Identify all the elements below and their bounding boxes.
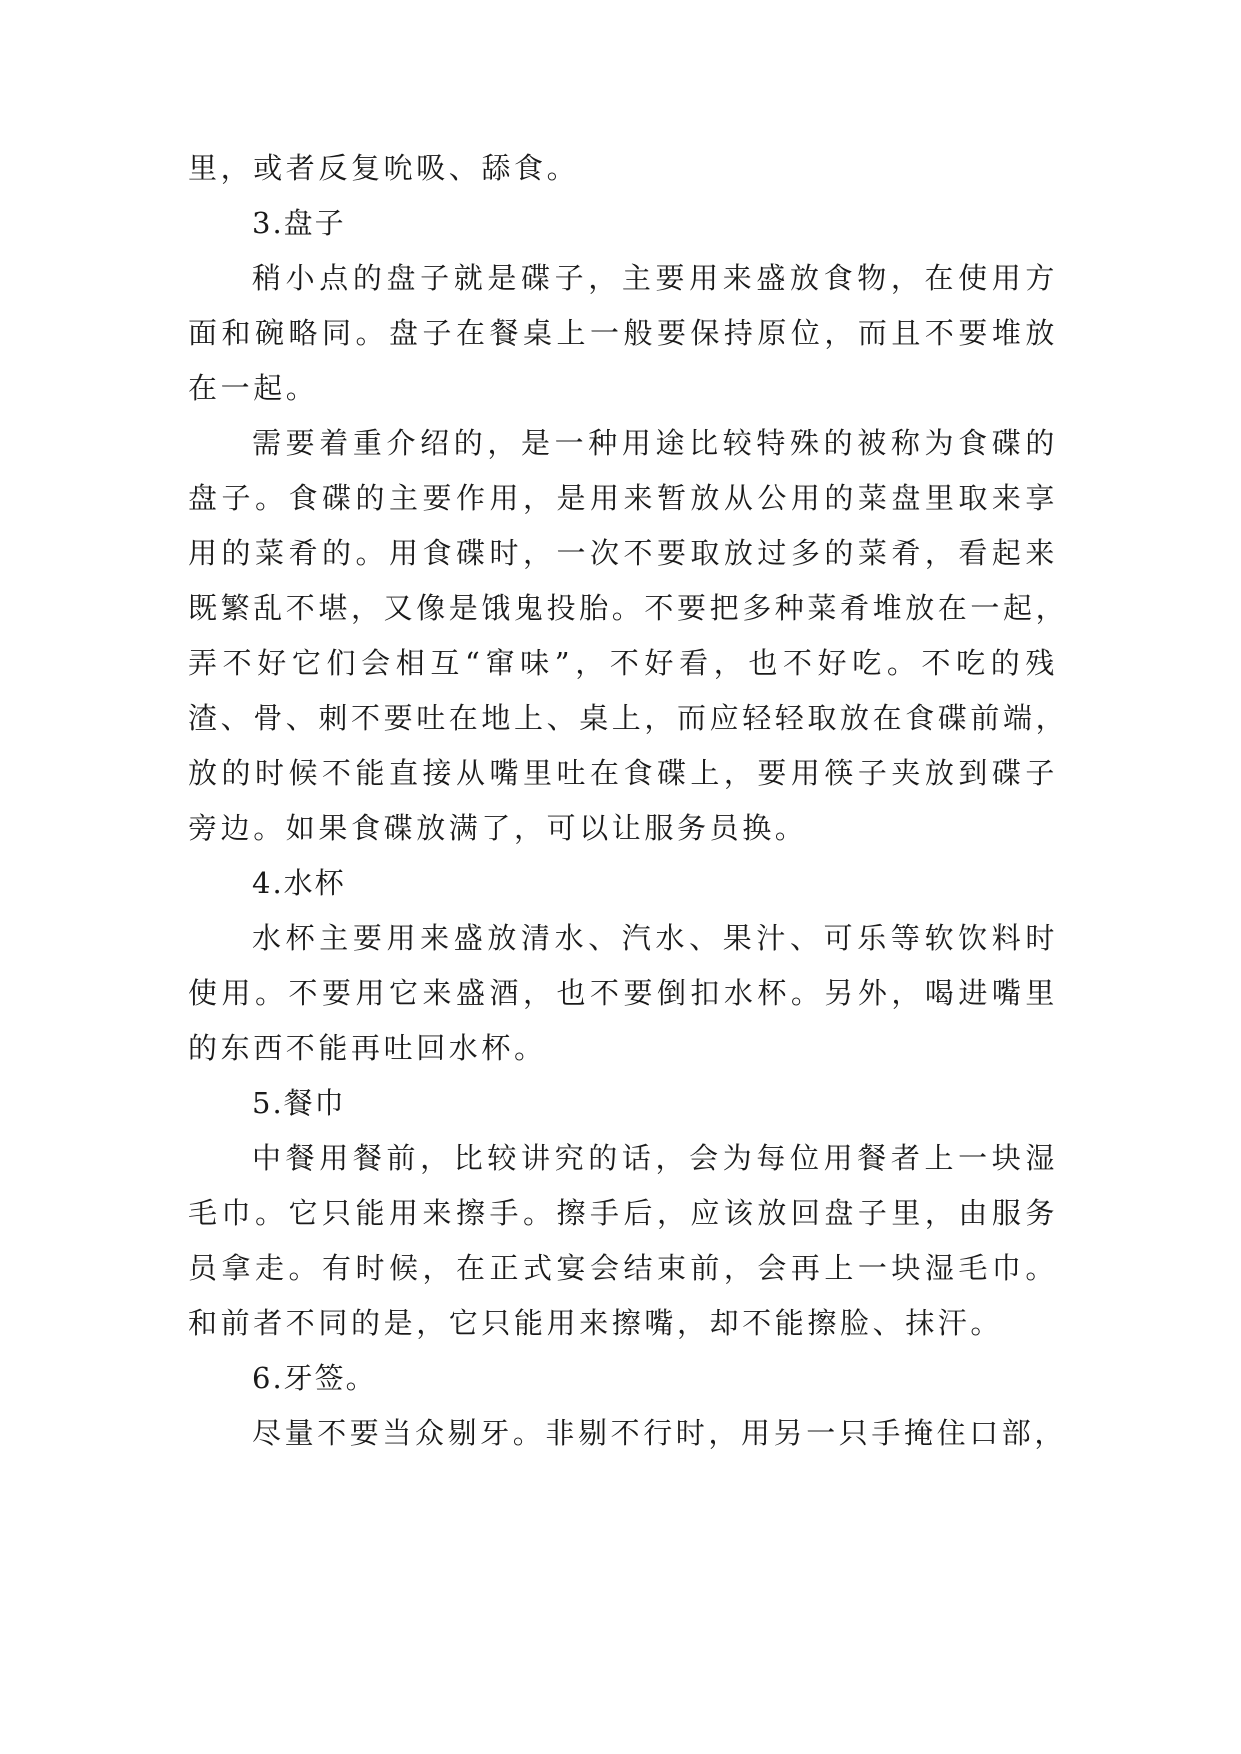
text-line: 尽量不要当众剔牙。非剔不行时，用另一只手掩住口部， <box>252 1416 1068 1450</box>
text-line: 既繁乱不堪，又像是饿鬼投胎。不要把多种菜肴堆放在一起， <box>188 591 1069 625</box>
section-heading-plate: 3.盘子 <box>252 206 346 240</box>
text-line: 旁边。如果食碟放满了，可以让服务员换。 <box>188 811 808 845</box>
text-line: 放的时候不能直接从嘴里吐在食碟上，要用筷子夹放到碟子 <box>188 756 1058 790</box>
text-line: 员拿走。有时候，在正式宴会结束前，会再上一块湿毛巾。 <box>188 1251 1058 1285</box>
text-line: 弄不好它们会相互“窜味”，不好看，也不好吃。不吃的残 <box>188 646 1058 680</box>
text-line: 毛巾。它只能用来擦手。擦手后，应该放回盘子里，由服务 <box>188 1196 1058 1230</box>
text-line: 用的菜肴的。用食碟时，一次不要取放过多的菜肴，看起来 <box>188 536 1058 570</box>
text-line: 的东西不能再吐回水杯。 <box>188 1031 547 1065</box>
text-line: 稍小点的盘子就是碟子，主要用来盛放食物，在使用方 <box>252 261 1058 295</box>
text-line: 中餐用餐前，比较讲究的话，会为每位用餐者上一块湿 <box>252 1141 1058 1175</box>
text-line: 里，或者反复吮吸、舔食。 <box>188 151 580 185</box>
text-line: 面和碗略同。盘子在餐桌上一般要保持原位，而且不要堆放 <box>188 316 1058 350</box>
section-heading-napkin: 5.餐巾 <box>252 1086 346 1120</box>
text-line: 盘子。食碟的主要作用，是用来暂放从公用的菜盘里取来享 <box>188 481 1058 515</box>
text-line: 水杯主要用来盛放清水、汽水、果汁、可乐等软饮料时 <box>252 921 1058 955</box>
text-line: 需要着重介绍的，是一种用途比较特殊的被称为食碟的 <box>252 426 1058 460</box>
section-heading-toothpick: 6.牙签。 <box>252 1361 377 1395</box>
section-heading-cup: 4.水杯 <box>252 866 346 900</box>
text-line: 使用。不要用它来盛酒，也不要倒扣水杯。另外，喝进嘴里 <box>188 976 1058 1010</box>
text-line: 在一起。 <box>188 371 319 405</box>
text-line: 和前者不同的是，它只能用来擦嘴，却不能擦脸、抹汗。 <box>188 1306 1004 1340</box>
text-line: 渣、骨、刺不要吐在地上、桌上，而应轻轻取放在食碟前端， <box>188 701 1069 735</box>
